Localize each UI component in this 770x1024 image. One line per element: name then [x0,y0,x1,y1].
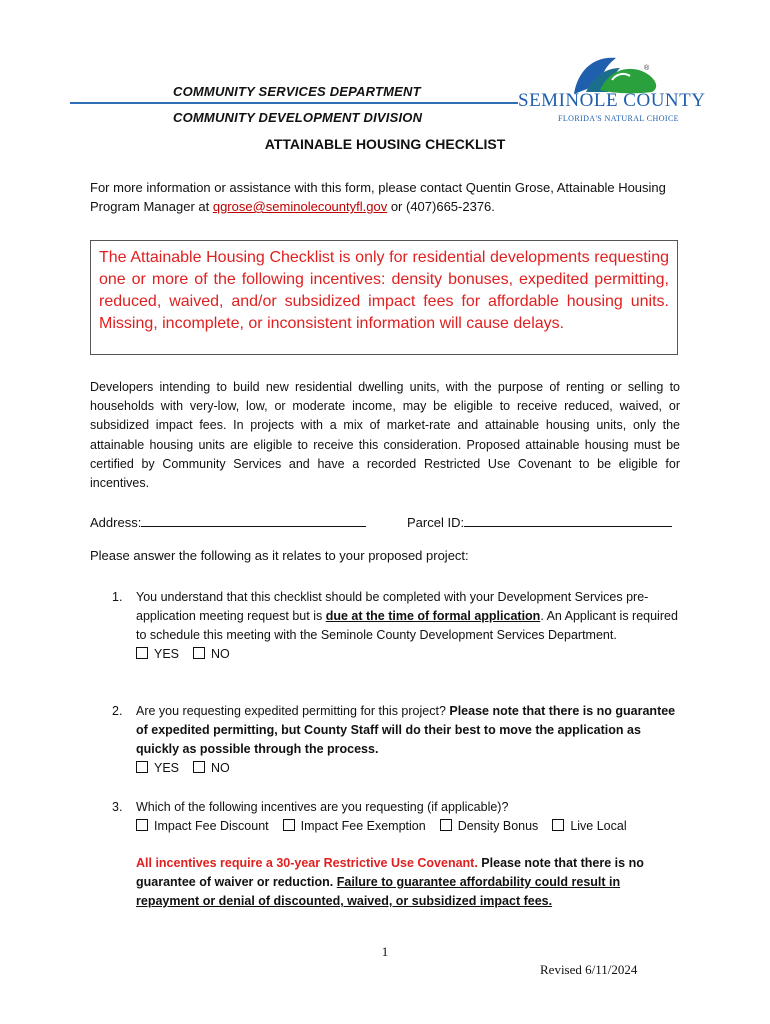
incentive-warning: All incentives require a 30-year Restrictive Use Covenant. Please note that there is no guarantee of waiver or reduction. Failure to guarantee affordability could result in repayment or denial of discounted, waived, or subsidized impact fees. [136,856,644,908]
question-text: You understand that this checklist should be completed with your Development Services pre-application meeting request but is due at the time of formal application. An Applicant is required to schedule this meeting with the Seminole County Development Services Department. [136,590,678,642]
intro-part2: or (407)665-2376. [387,199,495,214]
emphasis-text: Please note that there is no guarantee of expedited permitting, but County Staff will do their best to move the application as quickly as possible through the process. [136,704,676,756]
address-field[interactable] [90,512,366,530]
address-label: Address: [90,515,142,530]
no-option[interactable]: NO [193,759,230,778]
checkbox-icon[interactable] [283,819,295,831]
eligibility-paragraph: Developers intending to build new residential dwelling units, with the purpose of renting or selling to households with very-low, low, or moderate income, may be eligible to receive reduced, waived, or subsidized impact fees. In projects with a mix of market-rate and attainable housing units, only the attainable housing units are eligible to receive this consideration. Proposed attainable housing must be certified by Community Services and have a recorded Restricted Use Covenant to be eligible for incentives. [90,380,680,491]
yes-option[interactable]: YES [136,759,179,778]
checkbox-icon[interactable] [552,819,564,831]
header-divider [70,102,518,104]
parcel-line[interactable] [464,512,672,527]
question-number: 3. [112,800,123,814]
option-impact-fee-exemption[interactable]: Impact Fee Exemption [283,817,426,836]
checkbox-icon[interactable] [440,819,452,831]
address-line[interactable] [141,512,366,527]
division-heading: COMMUNITY DEVELOPMENT DIVISION [173,110,423,125]
intro-part1: For more information or assistance with this form, please contact Quentin Grose, Attainable Housing Program Manager at [90,180,666,214]
yes-no-options [136,645,680,664]
warning-underlined-text: Failure to guarantee affordability could result in repayment or denial of discounted, waived, or subsidized impact fees. [136,875,621,908]
page-title: ATTAINABLE HOUSING CHECKLIST [264,136,506,152]
parcel-field[interactable] [407,512,672,530]
question-1 [112,588,680,664]
option-live-local[interactable]: Live Local [552,817,626,836]
no-option[interactable]: NO [193,645,230,664]
question-text: Which of the following incentives are you requesting (if applicable)? [136,800,509,814]
emphasis-text: due at the time of formal application [325,609,541,623]
yes-option[interactable]: YES [136,645,179,664]
checkbox-icon[interactable] [136,647,148,659]
svg-text:FLORIDA'S NATURAL CHOICE: FLORIDA'S NATURAL CHOICE [558,114,679,123]
department-heading: COMMUNITY SERVICES DEPARTMENT [173,84,421,99]
email-link[interactable]: qgrose@seminolecountyfl.gov [212,199,388,214]
question-number: 1. [112,590,123,604]
seminole-county-logo [516,50,706,125]
svg-text:SEMINOLE COUNTY: SEMINOLE COUNTY [518,90,706,111]
revision-date: Revised 6/11/2024 [540,962,638,977]
question-text: Are you requesting expedited permitting for this project? Please note that there is no guarantee of expedited permitting, but County Staff will do their best to move the application as quickly as possible through the process. [136,704,676,756]
checkbox-icon[interactable] [136,761,148,773]
yes-no-options [136,759,680,778]
incentive-options [136,817,680,836]
warning-red-text: All incentives require a 30-year Restrictive Use Covenant. [136,856,478,870]
questions-prompt: Please answer the following as it relates to your proposed project: [90,548,469,563]
parcel-label: Parcel ID: [407,515,465,530]
option-impact-fee-discount[interactable]: Impact Fee Discount [136,817,269,836]
intro-text [90,178,680,216]
checkbox-icon[interactable] [193,647,205,659]
checkbox-icon[interactable] [136,819,148,831]
notice-box: The Attainable Housing Checklist is only for residential developments requesting one or more of the following incentives: density bonuses, expedited permitting, reduced, waived, and/or subsidized impact fees for affordable housing units. Missing, incomplete, or inconsistent information will cause delays. [90,240,678,355]
page-number: 1 [381,944,389,959]
question-3 [112,798,680,911]
option-density-bonus[interactable]: Density Bonus [440,817,539,836]
question-number: 2. [112,704,123,718]
svg-text:®: ® [644,65,650,72]
question-2 [112,702,680,778]
checkbox-icon[interactable] [193,761,205,773]
